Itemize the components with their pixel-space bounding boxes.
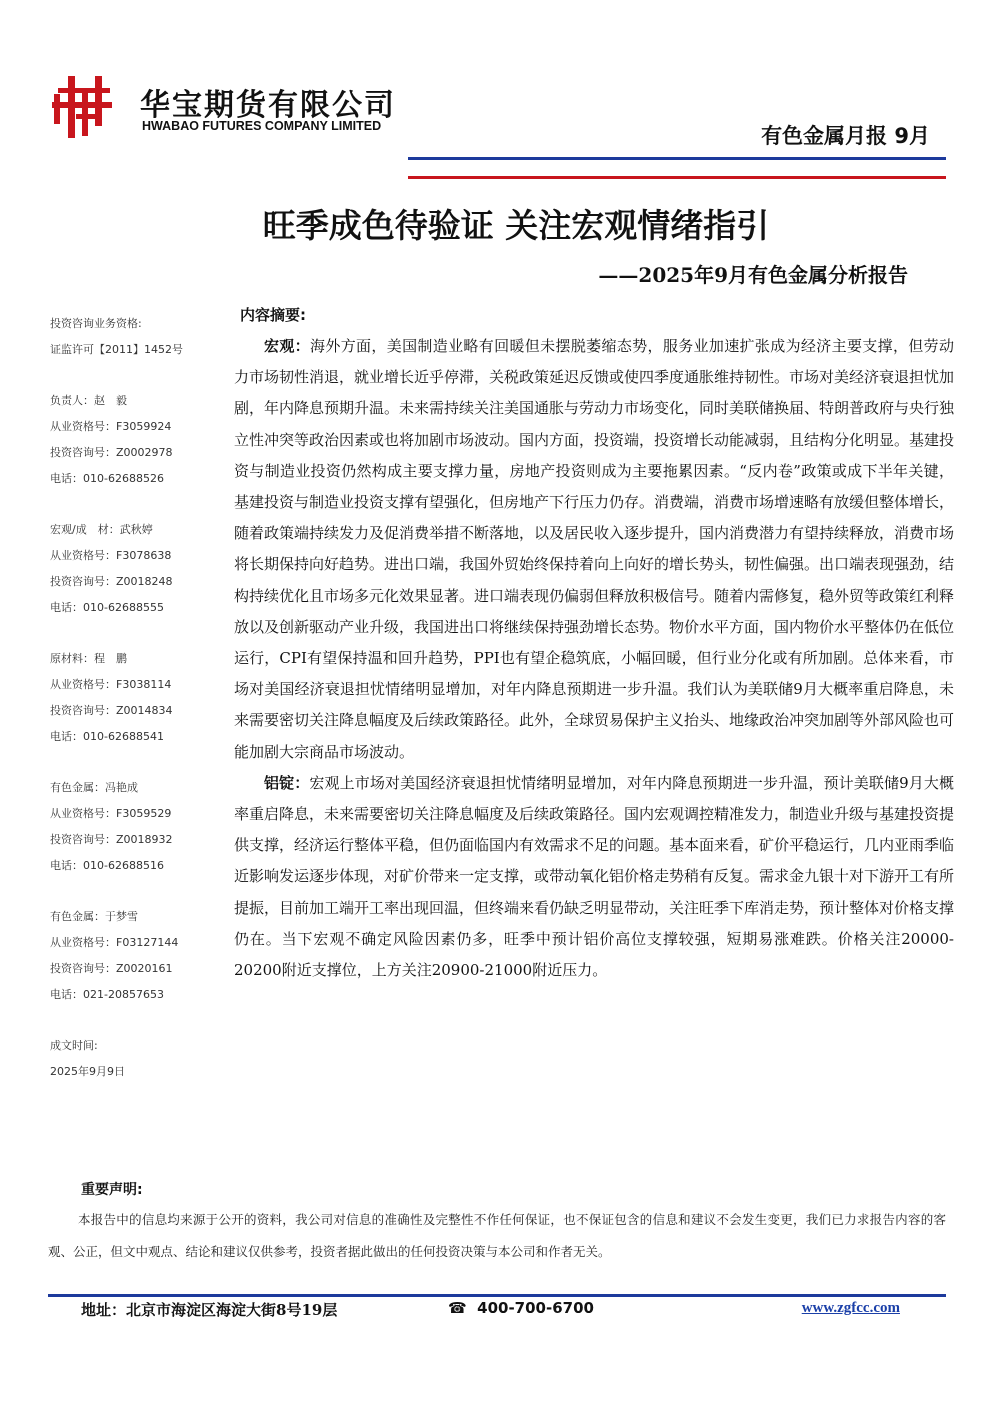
sidebar-line: 投资咨询号：Z0020161 — [50, 962, 173, 975]
sidebar-line: 证监许可【2011】1452号 — [50, 343, 183, 356]
sidebar-line: 投资咨询业务资格: — [50, 317, 142, 330]
paragraph-text: 海外方面，美国制造业略有回暖但未摆脱萎缩态势，服务业加速扩张成为经济主要支撑，但劳动力市场韧性消退，就业增长近乎停滞，关税政策延迟反馈或使四季度通胀维持韧性。市场对美经济衰退担忧加剧，年内降息预期升温。未来需持续关注美国通胀与劳动力市场变化，同时美联储换届、特朗普政府与央行独立性冲突等政治因素或也将加剧市场波动。国内方面，投资端，投资增长动能减弱，且结构分化明显。基建投资与制造业投资仍然构成主要支撑力量，房地产投资则成为主要拖累因素。“反内卷”政策或成下半年关键，基建投资与制造业投资支撑有望强化，但房地产下行压力仍存。消费端，消费市场增速略有放缓但整体增长，随着政策端持续发力及促消费举措不断落地，以及居民收入逐步提升，国内消费潜力有望持续释放，消费市场将长期保持向好趋势。进出口端，我国外贸始终保持着向上向好的增长势头，韧性偏强。出口端表现强劲，结构持续优化且市场多元化效果显著。进口端表现仍偏弱但释放积极信号。随着内需修复，稳外贸等政策红利释放以及创新驱动产业升级，我国进出口将继续保持强劲增长态势。物价水平方面，国内物价水平整体仍在低位运行，CPI有望保持温和回升趋势，PPI也有望企稳筑底，小幅回暖，但行业分化或有所加剧。总体来看，市场对美国经济衰退担忧情绪明显增加，对年内降息预期进一步升温。我们认为美联储9月大概率重启降息，未来需要密切关注降息幅度及后续政策路径。此外，全球贸易保护主义抬头、地缘政治冲突加剧等外部风险也可能加剧大宗商品市场波动。 — [234, 337, 955, 761]
sidebar-line: 有色金属：冯艳成 — [50, 781, 138, 794]
disclaimer-text: 本报告中的信息均来源于公开的资料，我公司对信息的准确性及完整性不作任何保证，也不保证包含的信息和建议不会发生变更，我们已力求报告内容的客观、公正，但文中观点、结论和建议仅供参考，投资者据此做出的任何投资决策与本公司和作者无关。 — [48, 1212, 946, 1259]
phone-number: 400-700-6700 — [477, 1299, 594, 1317]
summary-body — [234, 331, 954, 986]
report-type-label: 有色金属月报 9月 — [761, 124, 930, 148]
sidebar-line: 2025年9月9日 — [50, 1065, 125, 1078]
sidebar-line: 投资咨询号：Z0014834 — [50, 704, 173, 717]
sidebar-line: 电话：010-62688516 — [50, 859, 164, 872]
sidebar-line: 电话：021-20857653 — [50, 988, 164, 1001]
sidebar-line: 宏观/成 材：武秋婷 — [50, 523, 153, 536]
sidebar-line: 投资咨询号：Z0002978 — [50, 446, 173, 459]
sidebar-line: 投资咨询号：Z0018932 — [50, 833, 173, 846]
summary-heading: 内容摘要: — [240, 306, 306, 324]
report-subtitle: ——2025年9月有色金属分析报告 — [598, 263, 908, 287]
footer-divider — [48, 1294, 946, 1297]
sidebar-line: 原材料：程 鹏 — [50, 652, 127, 665]
sidebar-line: 电话：010-62688541 — [50, 730, 164, 743]
paragraph-text: 宏观上市场对美国经济衰退担忧情绪明显增加，对年内降息预期进一步升温，预计美联储9月大概率重启降息，未来需要密切关注降息幅度及后续政策路径。国内宏观调控精准发力，制造业升级与基建投资提供支撑，经济运行整体平稳，但仍面临国内有效需求不足的问题。基本面来看，矿价平稳运行，几内亚雨季临近影响发运逐步体现，对矿价带来一定支撑，或带动氧化铝价格走势稍有反复。需求金九银十对下游开工有所提振，目前加工端开工率出现回温，但终端来看仍缺乏明显带动，关注旺季下库消走势，预计整体对价格支撑仍在。当下宏观不确定风险因素仍多，旺季中预计铝价高位支撑较强，短期易涨难跌。价格关注20000-20200附近支撑位，上方关注20900-21000附近压力。 — [234, 773, 955, 980]
sidebar-line: 从业资格号：F3059529 — [50, 807, 172, 820]
sidebar-group-license — [50, 311, 225, 363]
analyst-sidebar — [50, 311, 225, 1110]
header-divider-blue — [408, 157, 946, 160]
sidebar-group-contact — [50, 388, 225, 492]
sidebar-line: 成文时间: — [50, 1039, 98, 1052]
sidebar-group-contact — [50, 646, 225, 750]
phone-icon: ☎ — [448, 1299, 467, 1317]
company-name-cn: 华宝期货有限公司 — [140, 88, 396, 123]
header-divider-red — [408, 176, 946, 179]
macro-paragraph — [234, 331, 954, 768]
sidebar-group-contact — [50, 904, 225, 1008]
company-logo — [52, 74, 112, 140]
website-link[interactable]: www.zgfcc.com — [801, 1300, 900, 1316]
paragraph-label: 铝锭： — [264, 773, 310, 792]
sidebar-group-date — [50, 1033, 225, 1085]
sidebar-group-contact — [50, 517, 225, 621]
paragraph-label: 宏观： — [264, 337, 311, 355]
report-title: 旺季成色待验证 关注宏观情绪指引 — [262, 206, 770, 245]
sidebar-line: 从业资格号：F3078638 — [50, 549, 172, 562]
sidebar-group-contact — [50, 775, 225, 879]
sidebar-line: 有色金属：于梦雪 — [50, 910, 138, 923]
disclaimer-heading: 重要声明: — [81, 1182, 143, 1198]
sidebar-line: 电话：010-62688555 — [50, 601, 164, 614]
sidebar-line: 负责人：赵 毅 — [50, 394, 127, 407]
sidebar-line: 从业资格号：F3038114 — [50, 678, 172, 691]
footer-phone — [448, 1299, 594, 1317]
aluminum-paragraph — [234, 768, 954, 986]
sidebar-line: 投资咨询号：Z0018248 — [50, 575, 173, 588]
footer-address: 地址：北京市海淀区海淀大街8号19层 — [81, 1301, 338, 1319]
company-name-en: HWABAO FUTURES COMPANY LIMITED — [142, 119, 382, 133]
sidebar-line: 电话：010-62688526 — [50, 472, 164, 485]
sidebar-line: 从业资格号：F03127144 — [50, 936, 179, 949]
sidebar-line: 从业资格号：F3059924 — [50, 420, 172, 433]
